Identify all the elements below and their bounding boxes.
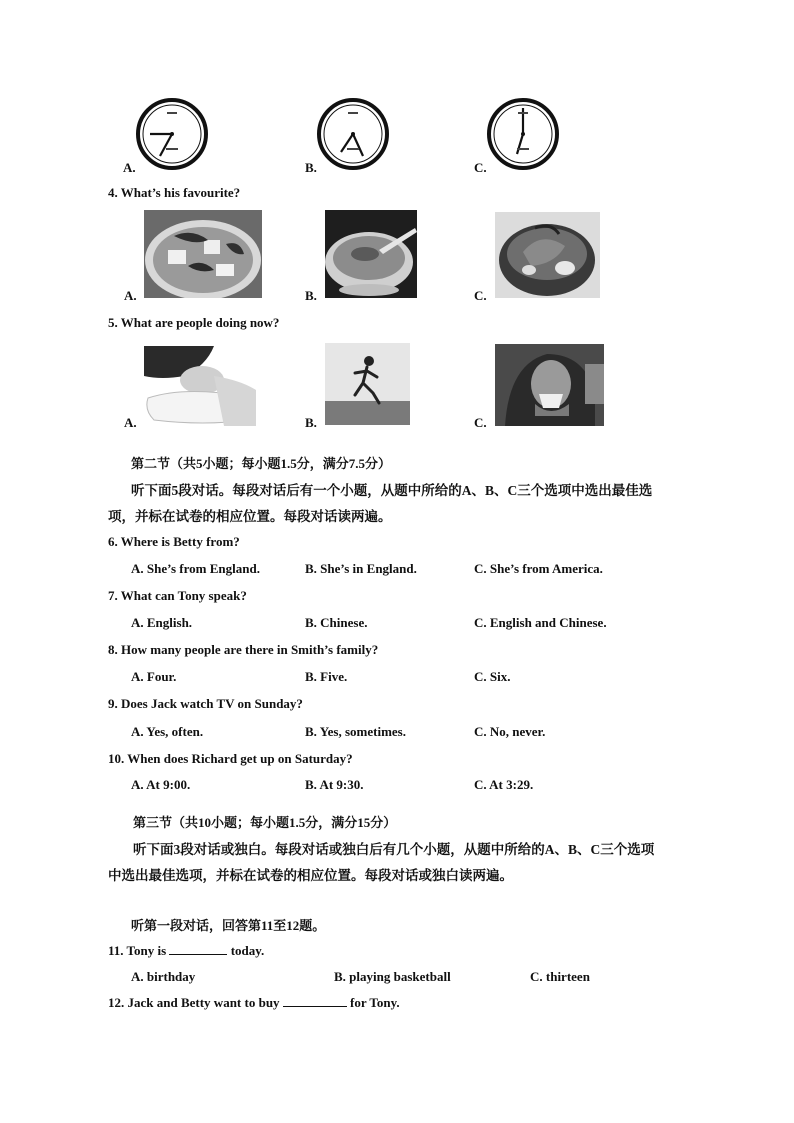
section-2-instruction-line-1: 听下面5段对话。每段对话后有一个小题，从题中所给的A、B、C三个选项中选出最佳选 [131,483,653,498]
option-6b: B. She’s in England. [305,561,417,576]
clock-b [317,98,389,175]
section-2-heading: 第二节（共5小题；每小题1.5分，满分7.5分） [131,456,392,471]
question-12-suffix: for Tony. [350,995,400,1010]
activity-image-a-sleeping [144,346,259,426]
option-8b: B. Five. [305,669,348,684]
option-11c: C. thirteen [530,969,590,984]
option-10c: C. At 3:29. [474,777,534,792]
question-6: 6. Where is Betty from? [108,534,240,549]
question-4: 4. What’s his favourite? [108,185,241,200]
activity-image-b-running [325,343,410,425]
option-label-b: B. [305,288,317,303]
question-11-suffix: today. [230,943,265,958]
option-8a: A. Four. [131,669,177,684]
clock-c [487,98,559,175]
answer-blank [169,943,227,955]
option-label-a: A. [124,415,137,430]
question-11 [108,943,264,959]
option-10a: A. At 9:00. [131,777,191,792]
activity-image-c-drinking [495,344,604,426]
food-image-b [325,210,417,298]
answer-blank [283,995,347,1007]
option-7a: A. English. [131,615,193,630]
option-label-c: C. [474,288,487,303]
option-9b: B. Yes, sometimes. [305,724,406,739]
food-image-c [495,212,600,298]
option-label-c: C. [474,160,487,175]
option-11b: B. playing basketball [334,969,451,984]
section-3-instruction-line-1: 听下面3段对话或独白。每段对话或独白后有几个小题，从题中所给的A、B、C三个选项 [133,842,655,857]
section-3-heading: 第三节（共10小题；每小题1.5分，满分15分） [133,815,397,830]
question-5: 5. What are people doing now? [108,315,280,330]
question-10: 10. When does Richard get up on Saturday? [108,751,353,766]
option-9a: A. Yes, often. [131,724,204,739]
food-image-a [144,210,262,298]
dialogue-1-instruction: 听第一段对话，回答第11至12题。 [131,918,326,933]
section-3-instruction-line-2: 中选出最佳选项，并标在试卷的相应位置。每段对话或独白读两遍。 [108,868,513,883]
option-8c: C. Six. [474,669,511,684]
option-label-c: C. [474,415,487,430]
option-label-a: A. [123,160,136,175]
option-6c: C. She’s from America. [474,561,603,576]
option-9c: C. No, never. [474,724,546,739]
question-12 [108,995,400,1011]
option-label-a: A. [124,288,137,303]
option-label-b: B. [305,415,317,430]
clock-a [136,98,208,175]
option-11a: A. birthday [131,969,196,984]
option-label-b: B. [305,160,317,175]
question-7: 7. What can Tony speak? [108,588,247,603]
option-7b: B. Chinese. [305,615,368,630]
option-6a: A. She’s from England. [131,561,260,576]
option-7c: C. English and Chinese. [474,615,607,630]
question-12-prefix: 12. Jack and Betty want to buy [108,995,280,1010]
option-10b: B. At 9:30. [305,777,364,792]
question-9: 9. Does Jack watch TV on Sunday? [108,696,303,711]
question-8: 8. How many people are there in Smith’s family? [108,642,379,657]
question-11-prefix: 11. Tony is [108,943,167,958]
section-2-instruction-line-2: 项，并标在试卷的相应位置。每段对话读两遍。 [108,509,392,524]
